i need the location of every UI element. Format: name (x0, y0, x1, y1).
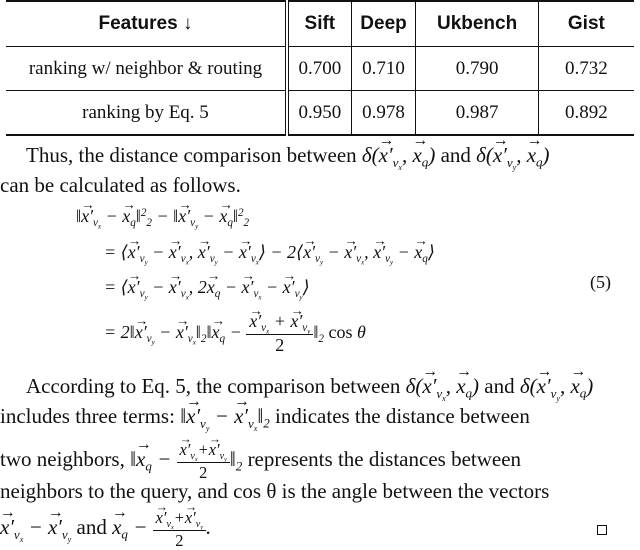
header-sift: Sift (287, 1, 351, 47)
math-query-midpoint: → $x_q$ − → $\frac{x'_{v_x}+\to x'_{v_y}}{2}$ . (112, 515, 211, 539)
cell-sift: 0.950 (287, 91, 351, 136)
cell-deep: 0.710 (351, 47, 416, 91)
cell-ukbench: 0.987 (416, 91, 538, 136)
features-table (6, 0, 634, 136)
paragraph-2-line-3: two neighbors, ‖→ $x_q$ − → $\frac{x'_{v_x}+\to x'_{v_y}}{2}$ $‖_2$ represents the distances between (0, 441, 521, 482)
table-row (6, 47, 634, 91)
math-delta-vy-q-2: $\delta(\to x'_{v_y}$, → $x_q$) (520, 374, 593, 398)
equation-line-2: = ⟨→ $x'_{v_y}$ − → $x'_{v_x}$, → $x'_{v_y}$ − → $x'_{v_x}⟩$ − 2⟨→ $x'_{v_y}$ − → $x'_{v_x}$, → $x'_{v_y}$ − → $x_q⟩$ (104, 242, 435, 263)
math-query-distance: ‖→ $x_q$ − → $\frac{x'_{v_x}+\to x'_{v_y}}{2}$ $‖_2$ (130, 447, 242, 471)
header-deep: Deep (351, 1, 416, 47)
paragraph-1-line-2: can be calculated as follows. (0, 173, 241, 197)
equation-line-3: = ⟨→ $x'_{v_y}$ − → $x'_{v_x}$, $2\to x_q$ − → $x'_{v_x}$ − → $x'_{v_y}⟩$ (104, 277, 310, 298)
qed-square-icon (597, 525, 607, 535)
math-neighbor-distance: ‖→ $x'_{v_y}$ − → $x'_{v_x}‖_2$ (180, 404, 270, 428)
equation-number: (5) (590, 272, 611, 292)
equation-line-1: ‖→ $x'_{v_x}$ − → $x_q‖^2_2$ − ‖→ $x'_{v_y}$ − → $x_q‖^2_2$ (76, 206, 249, 227)
math-vector-diff: → $x'_{v_x}$ − → $x'_{v_y}$ (0, 515, 71, 539)
header-ukbench: Ukbench (416, 1, 538, 47)
cell-deep: 0.978 (351, 91, 416, 136)
cell-gist: 0.892 (538, 91, 634, 136)
row-label: ranking by Eq. 5 (6, 91, 287, 136)
header-features: Features ↓ (6, 1, 287, 47)
cell-gist: 0.732 (538, 47, 634, 91)
math-delta-vy-q: $\delta(\to x'_{v_y}$, → $x_q$) (476, 143, 549, 167)
paragraph-1-line-1: Thus, the distance comparison between $\delta(\to x'_{v_x}$, → $x_q$) and $\delta(\to x'_{v_y}$, → $x_q$) (26, 143, 550, 168)
header-gist: Gist (538, 1, 634, 47)
cell-sift: 0.700 (287, 47, 351, 91)
math-delta-vx-q: $\delta(\to x'_{v_x}$, → $x_q$) (362, 143, 435, 167)
paragraph-2-line-5: → $x'_{v_x}$ − → $x'_{v_y}$ and → $x_q$ − → $\frac{x'_{v_x}+\to x'_{v_y}}{2}$ . (0, 509, 211, 550)
paragraph-2-line-4: neighbors to the query, and cos θ is the angle between the vectors (0, 479, 550, 503)
paragraph-2-line-1: According to Eq. 5, the comparison between $\delta(\to x'_{v_x}$, → $x_q$) and $\delta(\to x'_{v_y}$, → $x_q$) (26, 374, 593, 399)
paragraph-2-line-2: includes three terms: ‖→ $x'_{v_y}$ − → $x'_{v_x}‖_2$ indicates the distance between (0, 404, 530, 429)
row-label: ranking w/ neighbor & routing (6, 47, 287, 91)
math-delta-vx-q-2: $\delta(\to x'_{v_x}$, → $x_q$) (406, 374, 479, 398)
equation-line-4: = 2‖→ $x'_{v_y}$ − → $x'_{v_x}‖_2‖\to x_q$ − → $\frac{x'_{v_x} + \to x'_{v_y}}{2}$ $‖_2$ cos θ (104, 312, 366, 356)
table-header-row (6, 1, 634, 47)
table-row (6, 91, 634, 136)
cell-ukbench: 0.790 (416, 47, 538, 91)
